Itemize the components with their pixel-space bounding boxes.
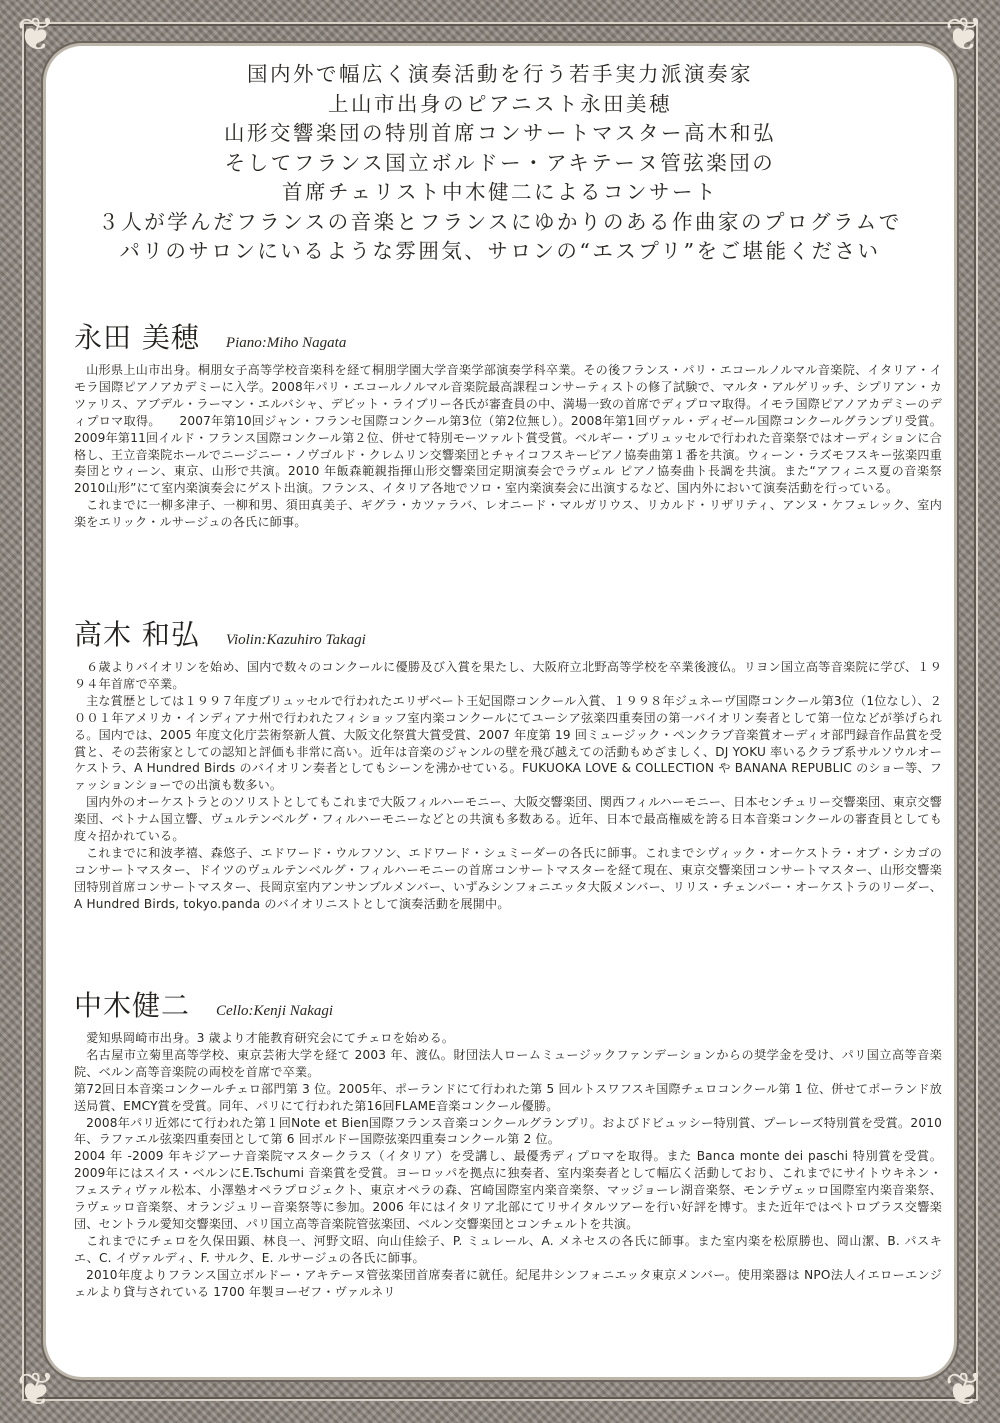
profile-body — [74, 659, 942, 913]
profile-paragraph: ６歳よりバイオリンを始め、国内で数々のコンクールに優勝及び入賞を果たし、大阪府立北野高等学校を卒業後渡仏。リヨン国立高等音楽院に学び、１９９４年首席で卒業。 — [74, 660, 942, 691]
profile-paragraph: 2008年パリ近郊にて行われた第１回Note et Bien国際フランス音楽コンクールグランプリ。およびドビュッシー特別賞、プーレーズ特別賞を受賞。2010年、ラファエル弦楽四重奏団として第 6 回ボルドー国際弦楽四重奏コンクール第 2 位。 — [74, 1115, 942, 1147]
intro-line: 国内外で幅広く演奏活動を行う若手実力派演奏家 — [247, 62, 753, 86]
profile-paragraph: これまでにチェロを久保田顕、林良一、河野文昭、向山佳絵子、P. ミュレール、A. メネセスの各氏に師事。また室内楽を松原勝也、岡山潔、B. パスキエ、C. イヴァルディ、F. サルク、E. ルサージュの各氏に師事。 — [74, 1233, 942, 1265]
profile-section-violin — [74, 613, 942, 913]
performer-name: 高木 和弘 — [74, 618, 200, 651]
profile-paragraph: 第72回日本音楽コンクールチェロ部門第 3 位。2005年、ポーランドにて行われた第 5 回ルトスワフスキ国際チェロコンクール第 1 位、併せてポーランド放送局賞、EMCY賞を受賞。同年、パリにて行われた第16回FLAME音楽コンクール優勝。 — [74, 1081, 942, 1113]
performer-name: 中木健二 — [74, 989, 191, 1022]
profile-heading — [74, 613, 942, 653]
profile-heading — [74, 316, 942, 356]
corner-ornament-icon: ❦ — [16, 1362, 56, 1416]
profile-paragraph: 2004 年 -2009 年キジアーナ音楽院マスタークラス（イタリア）を受講し、最優秀ディプロマを取得。また Banca monte dei paschi 特別賞を受賞。2009年にはスイス・ベルンにE.Tschumi 音楽賞を受賞。ヨーロッパを拠点に独奏者、室内楽奏者として幅広く活動しており、これまでにサイトウキネン・フェスティヴァル松本、小澤塾オペラプロジェクト、東京オペラの森、宮崎国際室内楽音楽祭、マッジョーレ湖音楽祭、モンテヴェッロ国際室内楽音楽祭、ラヴェッロ音楽祭、オランジュリー音楽祭等に参加。2006 年にはイタリア北部にてリサイタルツアーを行い好評を博す。また近年ではペトロブラス交響楽団、セントラル愛知交響楽団、パリ国立高等音楽院管弦楽団、ベルン交響楽団とコンチェルトを共演。 — [74, 1149, 942, 1231]
profile-paragraph: 名古屋市立菊里高等学校、東京芸術大学を経て 2003 年、渡仏。財団法人ロームミュージックファンデーションからの奨学金を受け、パリ国立高等音楽院、ベルン高等音楽院の両校を首席で卒業。 — [74, 1047, 942, 1079]
performer-instrument: Violin:Kazuhiro Takagi — [225, 632, 366, 648]
profile-body — [74, 362, 942, 531]
profile-heading — [74, 984, 942, 1024]
performer-name: 永田 美穂 — [74, 321, 200, 354]
profile-paragraph: これまでに和波孝禧、森悠子、エドワード・ウルフソン、エドワード・シュミーダーの各氏に師事。これまでシヴィック・オーケストラ・オブ・シカゴのコンサートマスター、ドイツのヴュルテンベルグ・フィルハーモニーの首席コンサートマスターを経て現在、東京交響楽団コンサートマスター、山形交響楽団特別首席コンサートマスター、長岡京室内アンサンブルメンバー、いずみシンフォニエッタ大阪メンバー、リリス・チェンバー・オーケストラのリーダー、A Hundred Birds, tokyo.panda のバイオリニストとして演奏活動を展開中。 — [74, 845, 942, 911]
profile-body — [74, 1030, 942, 1301]
performer-instrument: Piano:Miho Nagata — [225, 335, 347, 351]
corner-ornament-icon: ❦ — [16, 7, 56, 61]
corner-ornament-icon: ❦ — [944, 7, 984, 61]
profile-section-piano — [74, 316, 942, 531]
profile-paragraph: 2010年度よりフランス国立ボルドー・アキテーヌ管弦楽団首席奏者に就任。紀尾井シンフォニエッタ東京メンバー。使用楽器は NPO法人イエローエンジェルより貸与されている 1700 年製ヨーゼフ・ヴァルネリ — [74, 1267, 942, 1299]
profile-paragraph: 主な賞歴としては１９９７年度ブリュッセルで行われたエリザベート王妃国際コンクール入賞、１９９８年ジュネーヴ国際コンクール第3位（1位なし）、２００１年アメリカ・インディアナ州で行われたフィショッフ室内楽コンクールにてユーシア弦楽四重奏団の第一バイオリン奏者として第一位などが挙げられる。国内では、2005 年度文化庁芸術祭新人賞、大阪文化祭賞大賞受賞、2007 年度第 19 回ミュージック・ペンクラブ音楽賞オーディオ部門録音作品賞を受賞と、その芸術家としての認知と評価も非常に高い。近年は音楽のジャンルの壁を飛び越えての活動もめざましく、DJ YOKU 率いるクラブ系サルソウルオーケストラ、A Hundred Birds のバイオリン奏者としてもシーンを沸かせている。FUKUOKA LOVE & COLLECTION や BANANA REPUBLIC のショー等、ファッションショーでの出演も数多い。 — [74, 693, 942, 793]
intro-line: そしてフランス国立ボルドー・アキテーヌ管弦楽団の — [224, 150, 776, 175]
profile-paragraph: これまでに一柳多津子、一柳和男、須田真美子、ギグラ・カツァラバ、レオニード・マルガリウス、リカルド・リザリティ、アンヌ・ケフェレック、室内楽をエリック・ルサージュの各氏に師事。 — [74, 498, 942, 530]
performer-instrument: Cello:Kenji Nakagi — [216, 1003, 334, 1019]
intro-line: 首席チェリスト中木健二によるコンサート — [282, 180, 718, 204]
intro-line: 山形交響楽団の特別首席コンサートマスター高木和弘 — [224, 121, 776, 145]
profile-paragraph: 愛知県岡崎市出身。3 歳より才能教育研究会にてチェロを始める。 — [86, 1031, 455, 1045]
profile-paragraph: 山形県上山市出身。桐朋女子高等学校音楽科を経て桐朋学園大学音楽学部演奏学科卒業。その後フランス・パリ・エコールノルマル音楽院、イタリア・イモラ国際ピアノアカデミーに入学。2008年パリ・エコールノルマル音楽院最高課程コンサーティストの修了試験で、マルタ・アルゲリッチ、シプリアン・カツァリス、アブデル・ラーマン・エルバシャ、デビット・ライブリー各氏が審査員の中、満場一致の首席でディプロマ取得。イモラ国際ピアノアカデミーのディプロマ取得。 2007年第10回ジャン・フランセ国際コンクール第3位（第2位無し）。2008年第1回ヴァル・ディゼール国際コンクールグランプリ受賞。2009年第11回イルド・フランス国際コンクール第２位、併せて特別モーツァルト賞受賞。ベルギー・ブリュッセルで行われた音楽祭ではオーディションに合格し、王立音楽院ホールでニージニー・ノヴゴルド・クレムリン交響楽団とチャイコフスキーピアノ協奏曲第１番を共演。ウィーン・ラズモフスキー弦楽四重奏団とウィーン、東京、山形で共演。2010 年飯森範親指揮山形交響楽団定期演奏会でラヴェル ピアノ協奏曲ト長調を共演。また“アフィニス夏の音楽祭 2010山形”にて室内楽演奏会にゲスト出演。フランス、イタリア各地でソロ・室内楽演奏会に出演するなど、国内外において演奏活動を行っている。 — [74, 363, 942, 496]
intro-text — [60, 60, 940, 267]
corner-ornament-icon: ❦ — [944, 1362, 984, 1416]
intro-line: パリのサロンにいるような雰囲気、サロンの“エスプリ”をご堪能ください — [119, 239, 881, 263]
intro-line: 上山市出身のピアニスト永田美穂 — [328, 91, 672, 116]
profile-section-cello — [74, 984, 942, 1301]
profile-paragraph: 国内外のオーケストラとのソリストとしてもこれまで大阪フィルハーモニー、大阪交響楽団、関西フィルハーモニー、日本センチュリー交響楽団、東京交響楽団、ベトナム国立響、ヴュルテンベルグ・フィルハーモニーなどとの共演も多数ある。近年、日本で最高権威を誇る日本音楽コンクールの審査員としても度々招かれている。 — [74, 795, 942, 844]
intro-line: ３人が学んだフランスの音楽とフランスにゆかりのある作曲家のプログラムで — [98, 209, 902, 234]
